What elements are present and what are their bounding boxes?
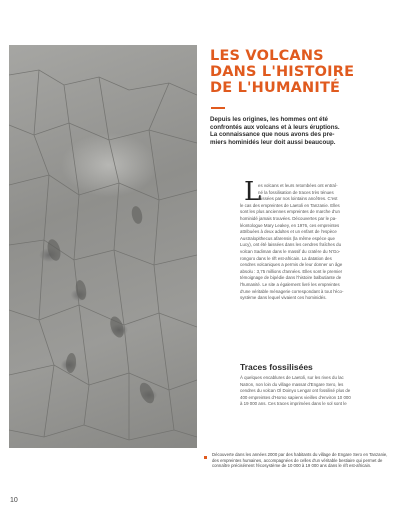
title-line: DE L'HUMANITÉ [210, 80, 341, 96]
body-line: à 19 000 ans. Ces traces imprimées dans le sol sont le [240, 401, 347, 407]
body-line: es volcans et leurs retombées ont entraî- [258, 183, 338, 188]
body-line: cendres volcaniques a permis de leur donner un âge [240, 262, 343, 268]
body-line: système dans lequel vivaient ces hominidés. [240, 295, 327, 301]
caption-marker [204, 456, 207, 459]
body-line: d'une véritable ménagerie correspondant à tout l'éco- [240, 288, 344, 294]
title-divider [211, 107, 225, 109]
intro-line: confrontés aux volcans et à leurs éruptions. [210, 123, 340, 131]
intro-line: La connaissance que nous avons des pre- [210, 131, 335, 139]
body-line: volcan Sadiman dans le massif du cratère du N'Go- [240, 248, 341, 254]
body-line: Lucy), ont été laissées dans les cendres fraîches du [240, 242, 342, 248]
drop-cap: L [244, 177, 262, 207]
section-subheading: Traces fossilisées [240, 362, 313, 372]
body-line: rongoro dans le rift est-africain. La datation des [240, 255, 332, 261]
body-line: léontologue Mary Leakey, en 1976, ces empreintes [240, 222, 340, 228]
body-line: laissées par nos lointains ancêtres. C'est [258, 196, 338, 202]
intro-line: miers hominidés leur doit aussi beaucoup. [210, 138, 336, 146]
body-line: le cas des empreintes de Laetoli en Tanzanie. Elles [240, 202, 340, 208]
body-line: cendres du volcan Ol Doinyo Lengaï ont fossilisé plus de [240, 388, 351, 394]
body-line: témoignage de bipédie dans l'histoire balbutiante de [240, 275, 342, 281]
body-line: Australopithecus afarensis (la même espèce que [240, 235, 335, 241]
body-line: hominidé jamais trouvées. Découvertes par le pa- [240, 215, 337, 221]
body-line: 400 empreintes d'Homo sapiens vieilles d'environ 10 000 [240, 394, 351, 400]
body-opening [258, 183, 370, 203]
article-title [210, 48, 390, 96]
body-paragraph [240, 203, 370, 302]
cracked-mud-texture [9, 45, 197, 448]
title-line: LES VOLCANS [210, 48, 324, 64]
body-line: attribuées à deux adultes et un enfant de l'espèce [240, 229, 337, 235]
photo-caption: Découverte dans les années 2000 par des habitants du village de Engare Sero en Tanzanie, des empreintes humaines, accompagnées de celles d'un véritable bestiaire qui permet de connaître précisément l'écosystème de 10 000 à 19 000 ans dans le rift est-africain. [212, 452, 388, 469]
intro-paragraph [210, 116, 390, 146]
body-paragraph-2 [240, 375, 370, 408]
intro-line: Depuis les origines, les hommes ont été [210, 116, 328, 123]
fossil-footprints-photo [9, 45, 197, 448]
body-line: sont les plus anciennes empreintes de marche d'un [240, 209, 340, 215]
body-line: absolu : 3,75 millions d'années. Elles sont le premier [240, 268, 343, 274]
body-line: À quelques encablures de Laetoli, sur les rives du lac [240, 375, 344, 380]
body-line: né la fossilisation de traces très ténues [258, 189, 334, 195]
page-number: 10 [10, 497, 18, 504]
body-line: Natron, non loin du village massaï d'Engare Sero, les [240, 381, 344, 387]
body-line: l'humanité. Le site a également livré les empreintes [240, 281, 340, 287]
title-line: DANS L'HISTOIRE [210, 64, 355, 80]
